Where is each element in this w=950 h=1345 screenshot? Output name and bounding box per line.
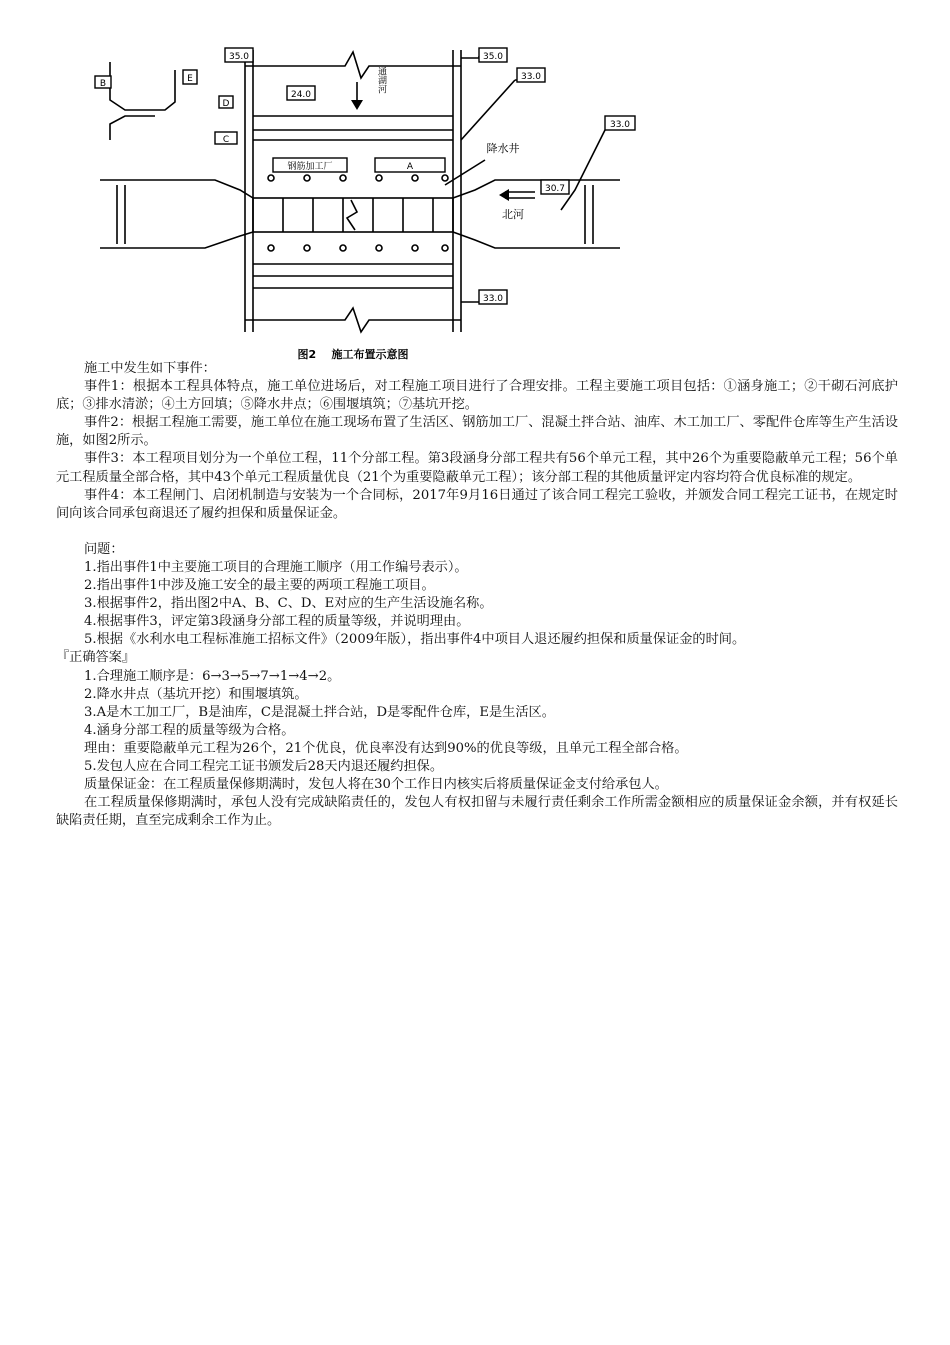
answer-5-extra: 在工程质量保修期满时，承包人没有完成缺陷责任的，发包人有权扣留与未履行责任剩余工作所需金额相应的质量保证金余额，并有权延长缺陷责任期，直至完成剩余工作为止。 bbox=[56, 795, 898, 829]
label-d: D bbox=[222, 99, 230, 109]
question-3: 3.根据事件2，指出图2中A、B、C、D、E对应的生产生活设施名称。 bbox=[84, 596, 493, 612]
event-3: 事件3：本工程项目划分为一个单位工程，11个分部工程。第3段涵身分部工程共有56个单元工程，其中26个为重要隐蔽单元工程；56个单元工程质量全部合格，其中43个单元工程质量优良（21个为重要隐蔽单元工程）；该分部工程的其他质量评定内容均符合优良标准的规定。 bbox=[56, 451, 898, 485]
event-4: 事件4：本工程闸门、启闭机制造与安装为一个合同标，2017年9月16日通过了该合同工程完工验收，并颁发合同工程完工证书，在规定时间向该合同承包商退还了履约担保和质量保证金。 bbox=[56, 487, 898, 521]
elevation-33-right: 33.0 bbox=[609, 120, 631, 130]
intro-line: 施工中发生如下事件： bbox=[84, 361, 216, 376]
construction-layout-diagram bbox=[95, 40, 631, 362]
question-2: 2.指出事件1中涉及施工安全的最主要的两项工程施工项目。 bbox=[84, 578, 435, 594]
question-1: 1.指出事件1中主要施工项目的合理施工顺序（用工作编号表示）。 bbox=[84, 559, 468, 575]
elevation-33-bottom: 33.0 bbox=[482, 294, 504, 304]
answer-title: 『正确答案』 bbox=[56, 650, 136, 666]
event-1: 事件1：根据本工程具体特点，施工单位进场后，对工程施工项目进行了合理安排。工程主要施工项目包括：①涵身施工；②干砌石河底护底；③排水清淤；④土方回填；⑤降水井点；⑥围堰填筑；⑦基坑开挖。 bbox=[56, 379, 898, 413]
label-dewatering-well: 降水井 bbox=[486, 142, 520, 155]
questions-title: 问题： bbox=[84, 541, 124, 557]
label-a: A bbox=[406, 162, 414, 172]
answer-5: 5.发包人应在合同工程完工证书颁发后28天内退还履约担保。 bbox=[84, 758, 444, 774]
answer-1: 1.合理施工顺序是：6→3→5→7→1→4→2。 bbox=[84, 668, 341, 684]
elevation-35-left: 35.0 bbox=[228, 52, 250, 62]
label-b: B bbox=[99, 79, 107, 89]
answer-5-quality-guarantee: 质量保证金：在工程质量保修期满时，发包人将在30个工作日内核实后将质量保证金支付给承包人。 bbox=[84, 777, 668, 793]
elevation-24: 24.0 bbox=[290, 90, 312, 100]
label-c: C bbox=[222, 135, 230, 145]
label-rebar-yard: 钢筋加工厂 bbox=[287, 162, 333, 172]
label-e: E bbox=[187, 74, 193, 84]
elevation-35-right: 35.0 bbox=[482, 52, 504, 62]
event-2: 事件2：根据工程施工需要，施工单位在施工现场布置了生活区、钢筋加工厂、混凝土拌合站、油库、木工加工厂、零配件仓库等生产生活设施，如图2所示。 bbox=[56, 415, 898, 449]
question-4: 4.根据事件3，评定第3段涵身分部工程的质量等级，并说明理由。 bbox=[84, 614, 470, 630]
answer-2: 2.降水井点（基坑开挖）和围堰填筑。 bbox=[84, 686, 308, 702]
answer-4-reason: 理由：重要隐蔽单元工程为26个，21个优良，优良率没有达到90%的优良等级，且单元工程全部合格。 bbox=[84, 740, 688, 756]
answer-3: 3.A是木工加工厂，B是油库，C是混凝土拌合站，D是零配件仓库，E是生活区。 bbox=[84, 704, 555, 720]
question-5: 5.根据《水利水电工程标准施工招标文件》（2009年版），指出事件4中项目人退还履约担保和质量保证金的时间。 bbox=[84, 632, 746, 648]
elevation-30-7: 30.7 bbox=[544, 184, 566, 194]
figure-caption: 图2 施工布置示意图 bbox=[297, 348, 409, 361]
elevation-33-top: 33.0 bbox=[520, 72, 542, 82]
answer-4: 4.涵身分部工程的质量等级为合格。 bbox=[84, 722, 295, 738]
label-channel: 通湖河 bbox=[376, 66, 386, 94]
document-text bbox=[56, 360, 898, 830]
label-north-river: 北河 bbox=[502, 208, 524, 221]
